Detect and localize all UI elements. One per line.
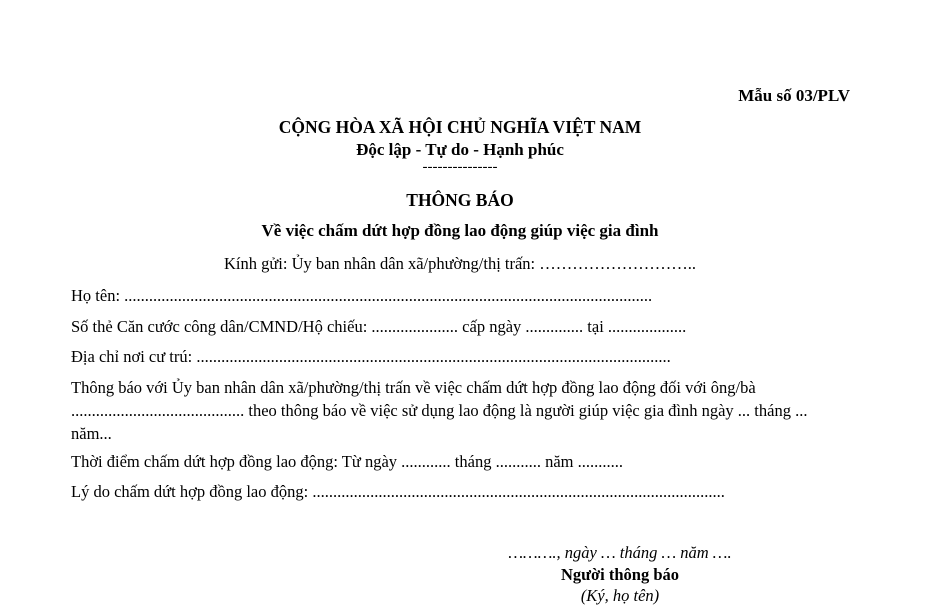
termination-year-label: năm (540, 452, 578, 471)
form-code: Mẫu số 03/PLV (738, 86, 850, 105)
address-label: Địa chỉ nơi cư trú: (71, 347, 197, 366)
termination-day-field[interactable]: ............ (401, 452, 451, 471)
document-subtitle: Về việc chấm dứt hợp đồng lao động giúp việc gia đình (261, 221, 659, 240)
termination-reason-label: Lý do chấm dứt hợp đồng lao động: (71, 482, 313, 501)
full-name-field[interactable]: ................................................................................................................................ (124, 286, 653, 305)
issue-place-label: tại (583, 317, 608, 336)
document-title: THÔNG BÁO (406, 190, 514, 210)
termination-year-field[interactable]: ........... (577, 452, 623, 471)
signature-note: (Ký, họ tên) (580, 586, 660, 605)
termination-reason-line (71, 482, 725, 502)
national-title: CỘNG HÒA XÃ HỘI CHỦ NGHĨA VIỆT NAM (278, 117, 642, 137)
header-separator: --------------- (422, 159, 498, 175)
id-card-line (71, 317, 686, 337)
issue-date-field[interactable]: .............. (525, 317, 584, 336)
termination-reason-field[interactable]: .................................................................................................... (312, 482, 725, 501)
full-name-line (71, 286, 652, 306)
signature-role: Người thông báo (560, 565, 680, 584)
issue-place-field[interactable]: ................... (607, 317, 687, 336)
id-card-number-field[interactable]: ..................... (371, 317, 459, 336)
issue-date-label: cấp ngày (458, 317, 526, 336)
address-line (71, 347, 671, 367)
recipient-line: Kính gửi: Ủy ban nhân dân xã/phường/thị trấn: ……………………….. (223, 254, 697, 273)
address-field[interactable]: ................................................................................................................... (196, 347, 671, 366)
termination-time-label: Thời điểm chấm dứt hợp đồng lao động: Từ ngày (71, 452, 402, 471)
notice-paragraph: Thông báo với Ủy ban nhân dân xã/phường/thị trấn về việc chấm dứt hợp đồng lao động đối với ông/bà .......................................... theo thông báo về việc sử dụng lao động là người giúp việc gia đình ngày ... tháng ... năm... (71, 378, 808, 443)
full-name-label: Họ tên: (71, 286, 125, 305)
termination-month-label: tháng (450, 452, 496, 471)
id-card-label: Số thẻ Căn cước công dân/CMND/Hộ chiếu: (71, 317, 372, 336)
termination-time-line (71, 452, 623, 472)
termination-month-field[interactable]: ........... (495, 452, 541, 471)
signature-place-date: ………., ngày … tháng … năm …. (508, 543, 732, 562)
national-motto: Độc lập - Tự do - Hạnh phúc (356, 140, 564, 159)
